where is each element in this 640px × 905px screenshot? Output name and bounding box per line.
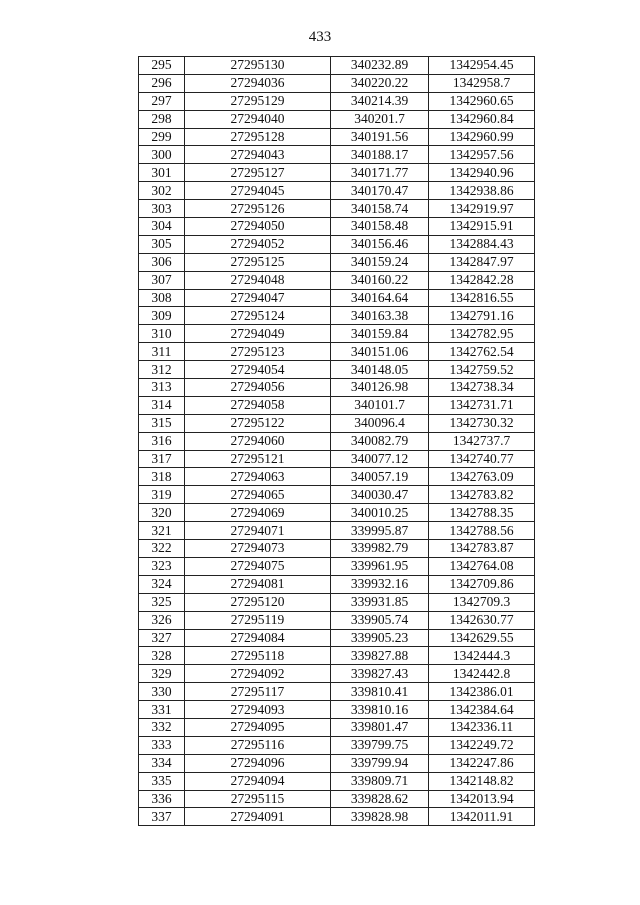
point-id-cell: 27295115 — [185, 790, 331, 808]
x-coordinate-cell: 339799.75 — [331, 736, 429, 754]
x-coordinate-cell: 339905.23 — [331, 629, 429, 647]
y-coordinate-cell: 1342957.56 — [429, 146, 535, 164]
row-number-cell: 304 — [139, 218, 185, 236]
row-number-cell: 336 — [139, 790, 185, 808]
point-id-cell: 27295122 — [185, 414, 331, 432]
table-row — [139, 57, 535, 75]
table-row — [139, 772, 535, 790]
point-id-cell: 27294050 — [185, 218, 331, 236]
table-row — [139, 575, 535, 593]
row-number-cell: 316 — [139, 432, 185, 450]
x-coordinate-cell: 340220.22 — [331, 74, 429, 92]
row-number-cell: 324 — [139, 575, 185, 593]
table-row — [139, 218, 535, 236]
table-row — [139, 450, 535, 468]
point-id-cell: 27294075 — [185, 557, 331, 575]
row-number-cell: 305 — [139, 235, 185, 253]
row-number-cell: 313 — [139, 379, 185, 397]
y-coordinate-cell: 1342709.3 — [429, 593, 535, 611]
y-coordinate-cell: 1342249.72 — [429, 736, 535, 754]
x-coordinate-cell: 340160.22 — [331, 271, 429, 289]
point-id-cell: 27294093 — [185, 701, 331, 719]
y-coordinate-cell: 1342783.82 — [429, 486, 535, 504]
table-row — [139, 414, 535, 432]
x-coordinate-cell: 340082.79 — [331, 432, 429, 450]
x-coordinate-cell: 340077.12 — [331, 450, 429, 468]
point-id-cell: 27294047 — [185, 289, 331, 307]
y-coordinate-cell: 1342764.08 — [429, 557, 535, 575]
x-coordinate-cell: 339995.87 — [331, 522, 429, 540]
x-coordinate-cell: 339828.98 — [331, 808, 429, 826]
table-row — [139, 92, 535, 110]
x-coordinate-cell: 340010.25 — [331, 504, 429, 522]
point-id-cell: 27294043 — [185, 146, 331, 164]
point-id-cell: 27294069 — [185, 504, 331, 522]
row-number-cell: 334 — [139, 754, 185, 772]
y-coordinate-cell: 1342958.7 — [429, 74, 535, 92]
y-coordinate-cell: 1342629.55 — [429, 629, 535, 647]
y-coordinate-cell: 1342740.77 — [429, 450, 535, 468]
y-coordinate-cell: 1342762.54 — [429, 343, 535, 361]
point-id-cell: 27294056 — [185, 379, 331, 397]
table-row — [139, 146, 535, 164]
table-row — [139, 665, 535, 683]
table-row — [139, 182, 535, 200]
x-coordinate-cell: 339809.71 — [331, 772, 429, 790]
x-coordinate-cell: 340096.4 — [331, 414, 429, 432]
point-id-cell: 27294054 — [185, 361, 331, 379]
y-coordinate-cell: 1342782.95 — [429, 325, 535, 343]
y-coordinate-cell: 1342938.86 — [429, 182, 535, 200]
table-row — [139, 74, 535, 92]
point-id-cell: 27294071 — [185, 522, 331, 540]
point-id-cell: 27295124 — [185, 307, 331, 325]
row-number-cell: 298 — [139, 110, 185, 128]
table-row — [139, 289, 535, 307]
y-coordinate-cell: 1342384.64 — [429, 701, 535, 719]
table-row — [139, 307, 535, 325]
table-row — [139, 629, 535, 647]
x-coordinate-cell: 340126.98 — [331, 379, 429, 397]
row-number-cell: 307 — [139, 271, 185, 289]
row-number-cell: 319 — [139, 486, 185, 504]
point-id-cell: 27294081 — [185, 575, 331, 593]
x-coordinate-cell: 340151.06 — [331, 343, 429, 361]
row-number-cell: 312 — [139, 361, 185, 379]
table-body — [139, 57, 535, 826]
table-row — [139, 790, 535, 808]
row-number-cell: 315 — [139, 414, 185, 432]
table-row — [139, 343, 535, 361]
table-row — [139, 808, 535, 826]
row-number-cell: 297 — [139, 92, 185, 110]
row-number-cell: 309 — [139, 307, 185, 325]
x-coordinate-cell: 340170.47 — [331, 182, 429, 200]
x-coordinate-cell: 339810.41 — [331, 683, 429, 701]
point-id-cell: 27295129 — [185, 92, 331, 110]
page-number: 433 — [308, 29, 332, 45]
point-id-cell: 27294096 — [185, 754, 331, 772]
row-number-cell: 332 — [139, 718, 185, 736]
point-id-cell: 27294094 — [185, 772, 331, 790]
table-row — [139, 235, 535, 253]
y-coordinate-cell: 1342884.43 — [429, 235, 535, 253]
row-number-cell: 333 — [139, 736, 185, 754]
point-id-cell: 27295118 — [185, 647, 331, 665]
row-number-cell: 306 — [139, 253, 185, 271]
x-coordinate-cell: 339982.79 — [331, 540, 429, 558]
table-row — [139, 379, 535, 397]
point-id-cell: 27295126 — [185, 200, 331, 218]
table-row — [139, 557, 535, 575]
point-id-cell: 27294065 — [185, 486, 331, 504]
y-coordinate-cell: 1342791.16 — [429, 307, 535, 325]
y-coordinate-cell: 1342386.01 — [429, 683, 535, 701]
x-coordinate-cell: 340156.46 — [331, 235, 429, 253]
x-coordinate-cell: 340214.39 — [331, 92, 429, 110]
table-row — [139, 486, 535, 504]
point-id-cell: 27294058 — [185, 396, 331, 414]
point-id-cell: 27294091 — [185, 808, 331, 826]
point-id-cell: 27294049 — [185, 325, 331, 343]
y-coordinate-cell: 1342737.7 — [429, 432, 535, 450]
x-coordinate-cell: 340171.77 — [331, 164, 429, 182]
y-coordinate-cell: 1342960.65 — [429, 92, 535, 110]
point-id-cell: 27294036 — [185, 74, 331, 92]
point-id-cell: 27294045 — [185, 182, 331, 200]
row-number-cell: 317 — [139, 450, 185, 468]
row-number-cell: 300 — [139, 146, 185, 164]
y-coordinate-cell: 1342954.45 — [429, 57, 535, 75]
y-coordinate-cell: 1342940.96 — [429, 164, 535, 182]
point-id-cell: 27295121 — [185, 450, 331, 468]
table-row — [139, 128, 535, 146]
row-number-cell: 302 — [139, 182, 185, 200]
x-coordinate-cell: 340159.84 — [331, 325, 429, 343]
row-number-cell: 308 — [139, 289, 185, 307]
x-coordinate-cell: 340191.56 — [331, 128, 429, 146]
table-row — [139, 701, 535, 719]
y-coordinate-cell: 1342783.87 — [429, 540, 535, 558]
table-row — [139, 110, 535, 128]
x-coordinate-cell: 340030.47 — [331, 486, 429, 504]
y-coordinate-cell: 1342011.91 — [429, 808, 535, 826]
y-coordinate-cell: 1342759.52 — [429, 361, 535, 379]
y-coordinate-cell: 1342444.3 — [429, 647, 535, 665]
x-coordinate-cell: 340163.38 — [331, 307, 429, 325]
x-coordinate-cell: 340232.89 — [331, 57, 429, 75]
y-coordinate-cell: 1342148.82 — [429, 772, 535, 790]
row-number-cell: 329 — [139, 665, 185, 683]
y-coordinate-cell: 1342788.56 — [429, 522, 535, 540]
row-number-cell: 335 — [139, 772, 185, 790]
x-coordinate-cell: 339827.43 — [331, 665, 429, 683]
x-coordinate-cell: 340148.05 — [331, 361, 429, 379]
row-number-cell: 330 — [139, 683, 185, 701]
point-id-cell: 27295123 — [185, 343, 331, 361]
row-number-cell: 295 — [139, 57, 185, 75]
y-coordinate-cell: 1342960.84 — [429, 110, 535, 128]
point-id-cell: 27295125 — [185, 253, 331, 271]
y-coordinate-cell: 1342442.8 — [429, 665, 535, 683]
row-number-cell: 320 — [139, 504, 185, 522]
y-coordinate-cell: 1342763.09 — [429, 468, 535, 486]
row-number-cell: 299 — [139, 128, 185, 146]
x-coordinate-cell: 339810.16 — [331, 701, 429, 719]
table-row — [139, 325, 535, 343]
table-row — [139, 540, 535, 558]
y-coordinate-cell: 1342709.86 — [429, 575, 535, 593]
table-row — [139, 754, 535, 772]
point-id-cell: 27294092 — [185, 665, 331, 683]
table-row — [139, 200, 535, 218]
x-coordinate-cell: 340188.17 — [331, 146, 429, 164]
x-coordinate-cell: 340159.24 — [331, 253, 429, 271]
table-row — [139, 736, 535, 754]
y-coordinate-cell: 1342013.94 — [429, 790, 535, 808]
x-coordinate-cell: 340158.48 — [331, 218, 429, 236]
table-row — [139, 468, 535, 486]
point-id-cell: 27295120 — [185, 593, 331, 611]
point-id-cell: 27294063 — [185, 468, 331, 486]
table-row — [139, 504, 535, 522]
y-coordinate-cell: 1342816.55 — [429, 289, 535, 307]
y-coordinate-cell: 1342842.28 — [429, 271, 535, 289]
x-coordinate-cell: 339905.74 — [331, 611, 429, 629]
x-coordinate-cell: 339828.62 — [331, 790, 429, 808]
x-coordinate-cell: 339961.95 — [331, 557, 429, 575]
x-coordinate-cell: 340057.19 — [331, 468, 429, 486]
row-number-cell: 311 — [139, 343, 185, 361]
table-row — [139, 361, 535, 379]
x-coordinate-cell: 339931.85 — [331, 593, 429, 611]
point-id-cell: 27295116 — [185, 736, 331, 754]
table-row — [139, 647, 535, 665]
row-number-cell: 296 — [139, 74, 185, 92]
point-id-cell: 27294048 — [185, 271, 331, 289]
y-coordinate-cell: 1342960.99 — [429, 128, 535, 146]
point-id-cell: 27294060 — [185, 432, 331, 450]
table-row — [139, 271, 535, 289]
table-row — [139, 164, 535, 182]
y-coordinate-cell: 1342847.97 — [429, 253, 535, 271]
point-id-cell: 27294073 — [185, 540, 331, 558]
x-coordinate-cell: 340101.7 — [331, 396, 429, 414]
y-coordinate-cell: 1342630.77 — [429, 611, 535, 629]
table-row — [139, 396, 535, 414]
point-id-cell: 27295117 — [185, 683, 331, 701]
y-coordinate-cell: 1342731.71 — [429, 396, 535, 414]
point-id-cell: 27295119 — [185, 611, 331, 629]
x-coordinate-cell: 340201.7 — [331, 110, 429, 128]
point-id-cell: 27295128 — [185, 128, 331, 146]
row-number-cell: 328 — [139, 647, 185, 665]
row-number-cell: 327 — [139, 629, 185, 647]
point-id-cell: 27294084 — [185, 629, 331, 647]
y-coordinate-cell: 1342730.32 — [429, 414, 535, 432]
row-number-cell: 337 — [139, 808, 185, 826]
row-number-cell: 331 — [139, 701, 185, 719]
point-id-cell: 27295130 — [185, 57, 331, 75]
x-coordinate-cell: 339932.16 — [331, 575, 429, 593]
point-id-cell: 27294095 — [185, 718, 331, 736]
y-coordinate-cell: 1342738.34 — [429, 379, 535, 397]
table-row — [139, 593, 535, 611]
y-coordinate-cell: 1342336.11 — [429, 718, 535, 736]
row-number-cell: 301 — [139, 164, 185, 182]
table-row — [139, 253, 535, 271]
row-number-cell: 322 — [139, 540, 185, 558]
row-number-cell: 325 — [139, 593, 185, 611]
table-row — [139, 522, 535, 540]
y-coordinate-cell: 1342919.97 — [429, 200, 535, 218]
coordinates-table — [138, 56, 535, 826]
table-row — [139, 611, 535, 629]
row-number-cell: 303 — [139, 200, 185, 218]
row-number-cell: 326 — [139, 611, 185, 629]
y-coordinate-cell: 1342915.91 — [429, 218, 535, 236]
table-row — [139, 718, 535, 736]
table-row — [139, 432, 535, 450]
row-number-cell: 314 — [139, 396, 185, 414]
table-row — [139, 683, 535, 701]
y-coordinate-cell: 1342788.35 — [429, 504, 535, 522]
row-number-cell: 310 — [139, 325, 185, 343]
x-coordinate-cell: 339827.88 — [331, 647, 429, 665]
x-coordinate-cell: 339799.94 — [331, 754, 429, 772]
x-coordinate-cell: 339801.47 — [331, 718, 429, 736]
point-id-cell: 27294040 — [185, 110, 331, 128]
x-coordinate-cell: 340158.74 — [331, 200, 429, 218]
point-id-cell: 27294052 — [185, 235, 331, 253]
row-number-cell: 318 — [139, 468, 185, 486]
row-number-cell: 323 — [139, 557, 185, 575]
x-coordinate-cell: 340164.64 — [331, 289, 429, 307]
row-number-cell: 321 — [139, 522, 185, 540]
point-id-cell: 27295127 — [185, 164, 331, 182]
y-coordinate-cell: 1342247.86 — [429, 754, 535, 772]
